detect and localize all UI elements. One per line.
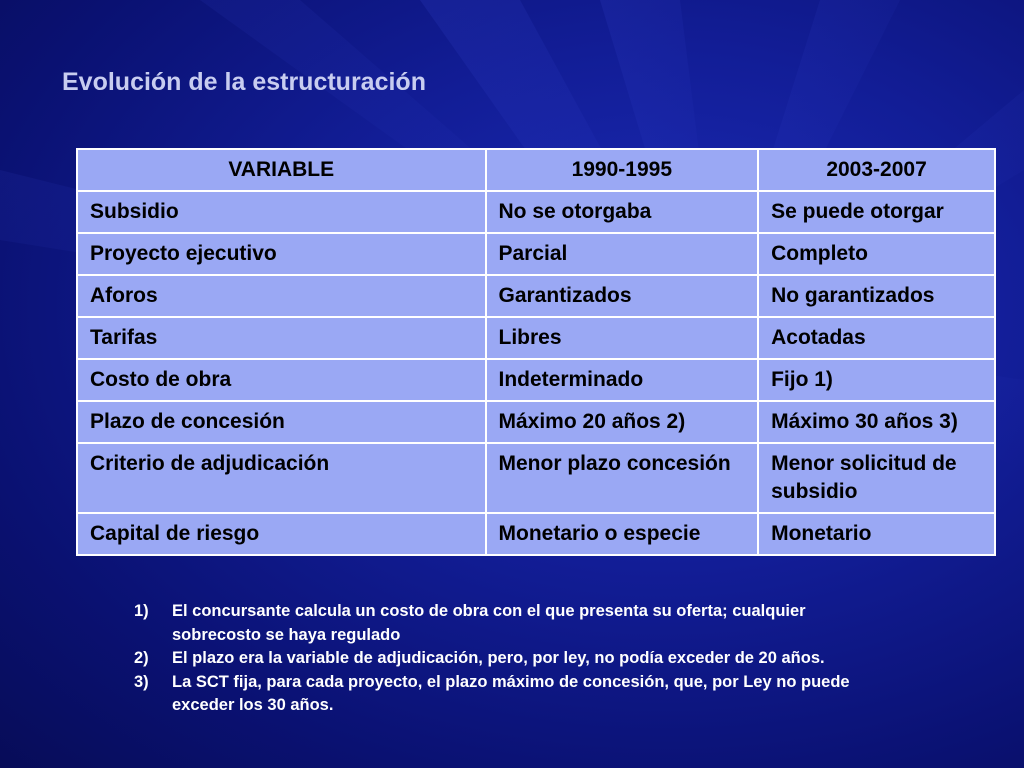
row-1990-cell: Monetario o especie [486,513,759,555]
header-cell-2003-2007: 2003-2007 [758,149,995,191]
footnote-text: El concursante calcula un costo de obra con el que presenta su oferta; cualquier sobrecosto se haya regulado [172,602,806,644]
table-header-row [77,149,995,191]
footnote-number: 1) [134,602,149,620]
footnote-number: 2) [134,649,149,667]
table-row [77,233,995,275]
row-2003-cell: Menor solicitud de subsidio [758,443,995,513]
row-variable-cell: Subsidio [77,191,486,233]
row-2003-cell: Acotadas [758,317,995,359]
footnote-text: La SCT fija, para cada proyecto, el plazo máximo de concesión, que, por Ley no puede exceder los 30 años. [172,672,850,714]
row-2003-cell: Se puede otorgar [758,191,995,233]
table-row [77,401,995,443]
footnote-text: El plazo era la variable de adjudicación, pero, por ley, no podía exceder de 20 años. [172,649,825,667]
row-2003-cell: No garantizados [758,275,995,317]
row-1990-cell: Máximo 20 años 2) [486,401,759,443]
header-cell-variable: VARIABLE [77,149,486,191]
row-1990-cell: Parcial [486,233,759,275]
row-variable-cell: Aforos [77,275,486,317]
footnotes [134,600,874,718]
header-cell-1990-1995: 1990-1995 [486,149,759,191]
table-row [77,359,995,401]
table-row [77,317,995,359]
table-row [77,275,995,317]
row-2003-cell: Máximo 30 años 3) [758,401,995,443]
row-1990-cell: Libres [486,317,759,359]
row-variable-cell: Proyecto ejecutivo [77,233,486,275]
slide-title: Evolución de la estructuración [62,68,426,96]
row-2003-cell: Monetario [758,513,995,555]
row-1990-cell: Menor plazo concesión [486,443,759,513]
row-variable-cell: Tarifas [77,317,486,359]
row-2003-cell: Fijo 1) [758,359,995,401]
row-variable-cell: Capital de riesgo [77,513,486,555]
footnote-item [134,647,874,671]
table-row [77,443,995,513]
table-row [77,191,995,233]
row-2003-cell: Completo [758,233,995,275]
row-1990-cell: Indeterminado [486,359,759,401]
row-1990-cell: Garantizados [486,275,759,317]
footnote-number: 3) [134,672,149,691]
footnote-item [134,671,874,718]
row-variable-cell: Criterio de adjudicación [77,443,486,513]
row-variable-cell: Plazo de concesión [77,401,486,443]
table-row [77,513,995,555]
row-1990-cell: No se otorgaba [486,191,759,233]
row-variable-cell: Costo de obra [77,359,486,401]
comparison-table [76,148,996,556]
footnote-item [134,600,874,647]
